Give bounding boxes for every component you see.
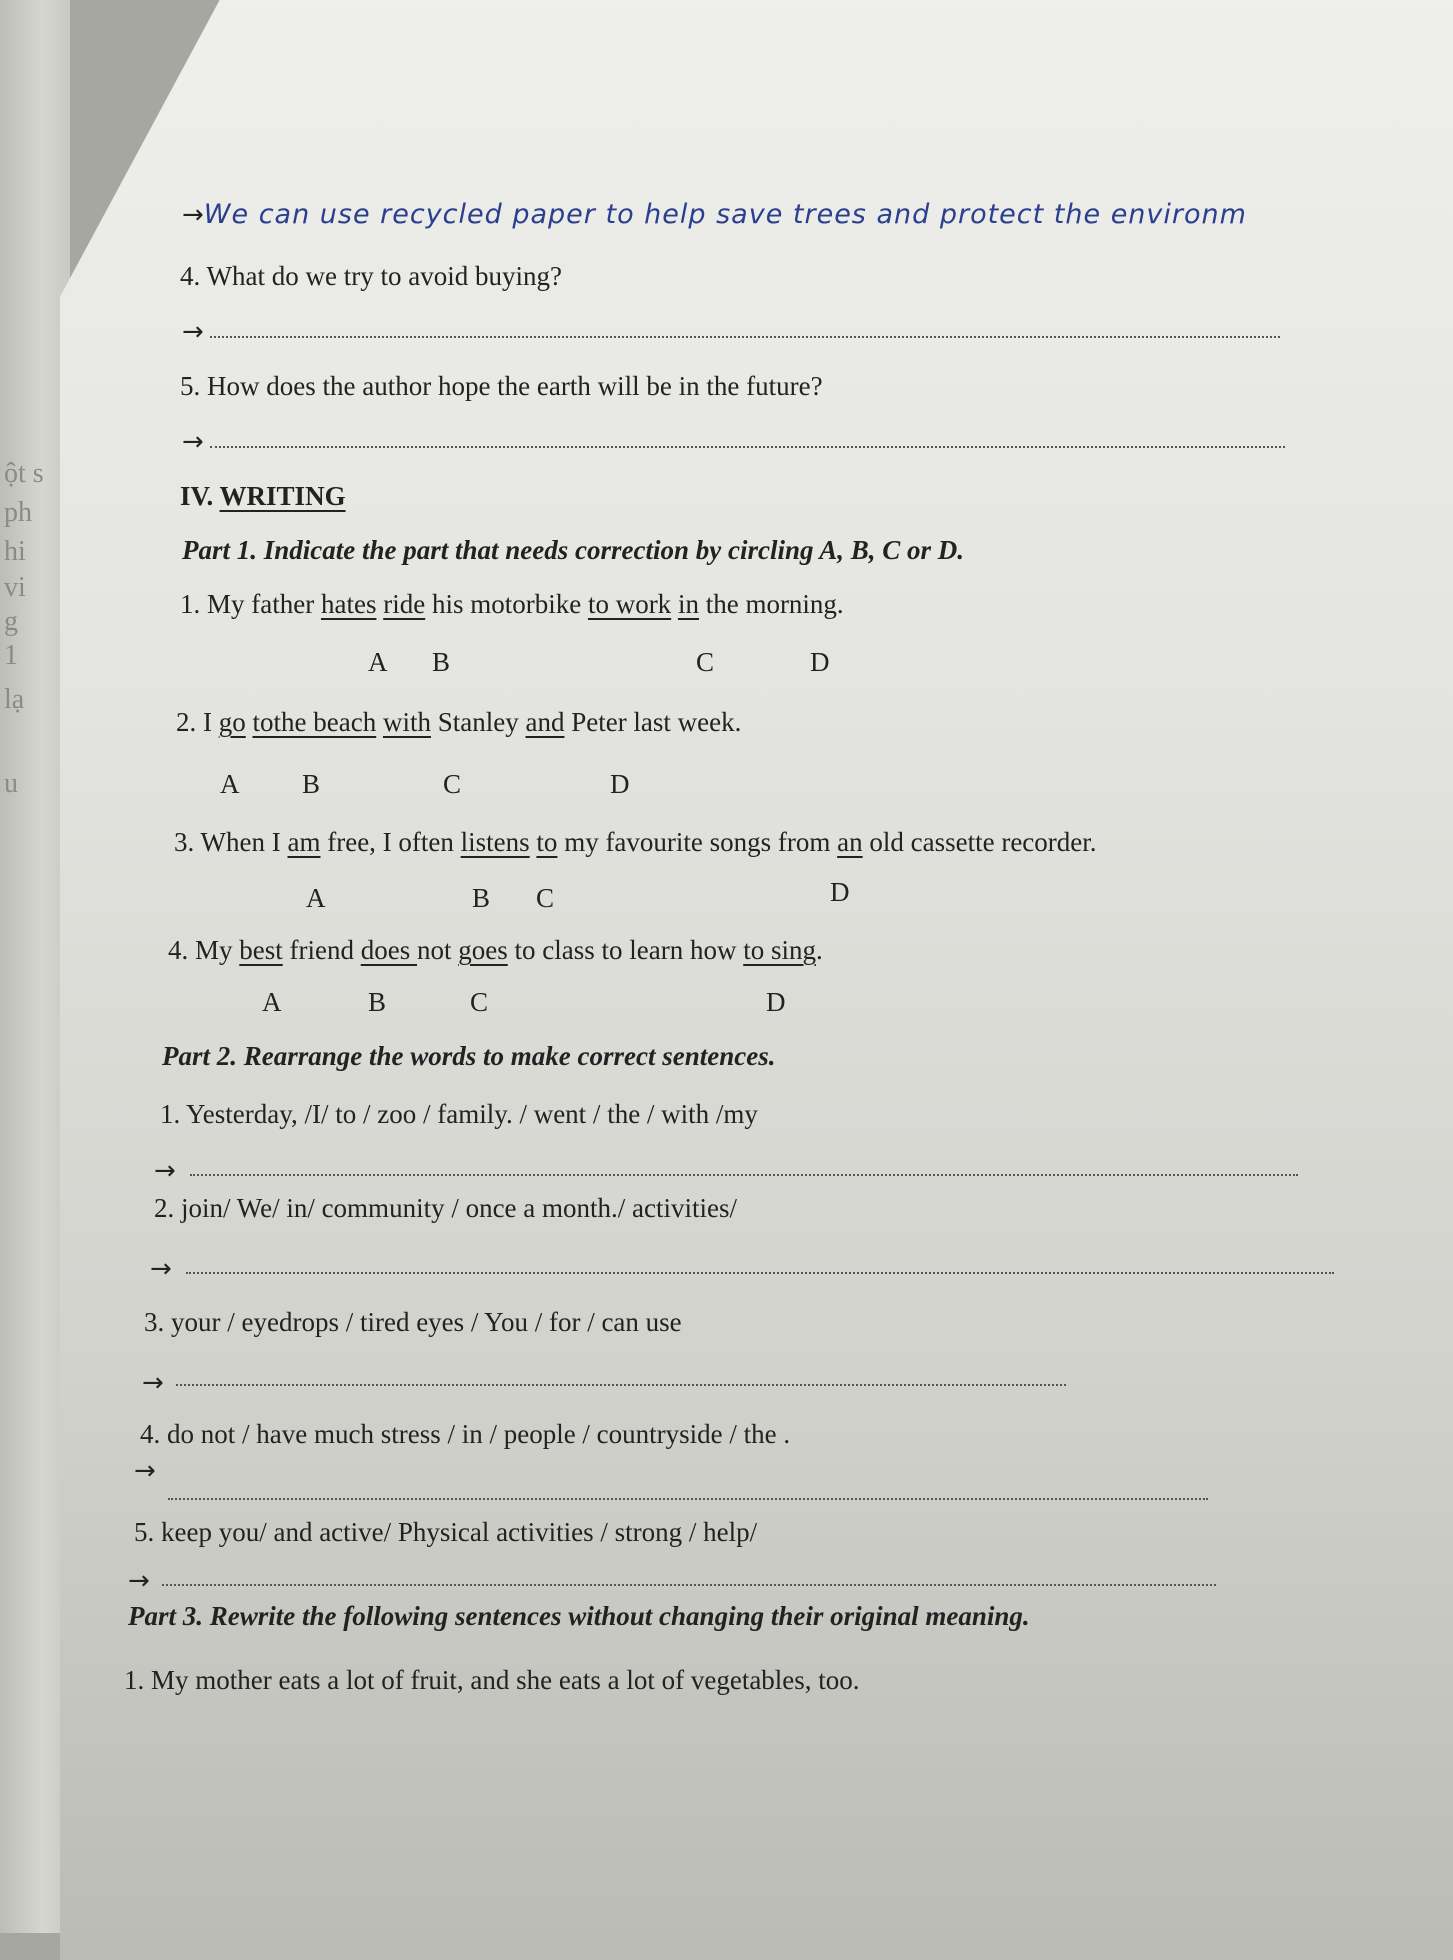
option-a-letter[interactable]: A bbox=[262, 987, 282, 1017]
part1-item-2 bbox=[176, 706, 741, 738]
margin-fragment: vi bbox=[4, 572, 26, 603]
arrow-icon: → bbox=[142, 1368, 164, 1398]
part2-title: Part 2. Rearrange the words to make correct sentences. bbox=[162, 1041, 776, 1071]
part2-item-1: 1. Yesterday, /I/ to / zoo / family. / went / the / with /my bbox=[160, 1099, 758, 1129]
text-seg bbox=[246, 707, 253, 737]
option-d-text: and bbox=[525, 707, 565, 737]
answer-line bbox=[142, 1366, 164, 1399]
answer-line-4 bbox=[182, 315, 204, 348]
part3-item-1: 1. My mother eats a lot of fruit, and she eats a lot of vegetables, too. bbox=[124, 1665, 860, 1695]
text-seg bbox=[376, 707, 383, 737]
option-d-text: an bbox=[837, 827, 863, 857]
answer-line-5 bbox=[182, 425, 204, 458]
section-title: WRITING bbox=[219, 481, 346, 511]
answer-blank-5[interactable] bbox=[210, 446, 1285, 448]
option-c-letter[interactable]: C bbox=[470, 987, 489, 1017]
answer-line bbox=[134, 1454, 156, 1487]
margin-fragment: u bbox=[4, 768, 18, 799]
answer-line bbox=[150, 1252, 172, 1285]
option-b-text: listens bbox=[460, 827, 530, 857]
answer-blank-4[interactable] bbox=[210, 336, 1280, 338]
text-seg: 1. My father bbox=[180, 589, 321, 619]
option-d-letter[interactable]: D bbox=[766, 987, 786, 1017]
text-seg: 4. My bbox=[168, 935, 240, 965]
option-b-text: tothe beach bbox=[252, 707, 377, 737]
answer-blank[interactable] bbox=[190, 1174, 1298, 1176]
text-seg: Peter last week. bbox=[564, 707, 742, 737]
previous-page-edge bbox=[0, 0, 70, 1933]
section-number: IV. bbox=[180, 481, 214, 511]
option-c-text: to bbox=[536, 827, 558, 857]
margin-fragment: ột s bbox=[4, 458, 44, 489]
arrow-icon: → bbox=[154, 1156, 176, 1186]
option-b-text: does bbox=[360, 935, 417, 965]
option-b-letter[interactable]: B bbox=[302, 769, 321, 799]
option-b-letter[interactable]: B bbox=[472, 883, 491, 913]
option-c-letter[interactable]: C bbox=[696, 647, 715, 677]
text-seg: old cassette recorder. bbox=[862, 827, 1097, 857]
margin-fragment: lạ bbox=[4, 684, 25, 715]
text-seg: free, I often bbox=[320, 827, 461, 857]
option-b-text: ride bbox=[383, 589, 426, 619]
option-a-text: go bbox=[218, 707, 246, 737]
option-c-text: with bbox=[382, 707, 431, 737]
option-c-text: goes bbox=[458, 935, 508, 965]
question-4: 4. What do we try to avoid buying? bbox=[180, 261, 562, 291]
option-a-text: am bbox=[287, 827, 321, 857]
part3-title: Part 3. Rewrite the following sentences without changing their original meaning. bbox=[128, 1601, 1030, 1631]
option-c-letter[interactable]: C bbox=[443, 769, 462, 799]
part2-item-3: 3. your / eyedrops / tired eyes / You / for / can use bbox=[144, 1307, 682, 1337]
option-b-letter[interactable]: B bbox=[368, 987, 387, 1017]
part2-item-5: 5. keep you/ and active/ Physical activities / strong / help/ bbox=[134, 1517, 758, 1547]
part1-item-4 bbox=[168, 934, 823, 966]
answer-line-3 bbox=[182, 198, 1247, 231]
text-seg bbox=[671, 589, 678, 619]
text-seg: not bbox=[416, 935, 459, 965]
arrow-icon: → bbox=[128, 1566, 150, 1596]
answer-line bbox=[128, 1564, 150, 1597]
option-c-letter[interactable]: C bbox=[536, 883, 555, 913]
option-d-text: to sing bbox=[743, 935, 816, 965]
part1-title: Part 1. Indicate the part that needs correction by circling A, B, C or D. bbox=[182, 535, 965, 565]
text-seg: 2. I bbox=[176, 707, 219, 737]
answer-blank[interactable] bbox=[168, 1498, 1208, 1500]
arrow-icon: → bbox=[150, 1254, 172, 1284]
text-seg: to class to learn how bbox=[507, 935, 744, 965]
option-a-letter[interactable]: A bbox=[220, 769, 240, 799]
text-seg: his motorbike bbox=[425, 589, 588, 619]
option-a-letter[interactable]: A bbox=[368, 647, 388, 677]
arrow-icon: → bbox=[182, 427, 204, 457]
answer-blank[interactable] bbox=[162, 1584, 1216, 1586]
text-seg: 3. When I bbox=[174, 827, 288, 857]
text-seg: my favourite songs from bbox=[557, 827, 838, 857]
answer-line bbox=[154, 1154, 176, 1187]
part2-item-4: 4. do not / have much stress / in / people / countryside / the . bbox=[140, 1419, 791, 1449]
arrow-icon: → bbox=[134, 1456, 156, 1486]
text-seg: friend bbox=[282, 935, 361, 965]
section-heading bbox=[180, 480, 346, 512]
option-a-text: hates bbox=[320, 589, 377, 619]
option-a-letter[interactable]: A bbox=[306, 883, 326, 913]
arrow-icon: → bbox=[182, 317, 204, 347]
question-5: 5. How does the author hope the earth will be in the future? bbox=[180, 371, 823, 401]
option-c-text: to work bbox=[587, 589, 672, 619]
option-d-letter[interactable]: D bbox=[610, 769, 630, 799]
arrow-icon: → bbox=[182, 200, 204, 230]
option-d-text: in bbox=[677, 589, 699, 619]
answer-blank[interactable] bbox=[176, 1384, 1066, 1386]
option-b-letter[interactable]: B bbox=[432, 647, 451, 677]
margin-fragment: hi bbox=[4, 536, 26, 567]
answer-blank[interactable] bbox=[186, 1272, 1334, 1274]
text-seg: the morning. bbox=[698, 589, 844, 619]
part2-item-2: 2. join/ We/ in/ community / once a month./ activities/ bbox=[154, 1193, 737, 1223]
part1-item-3 bbox=[174, 826, 1097, 858]
option-d-letter[interactable]: D bbox=[810, 647, 830, 677]
margin-fragment: 1 bbox=[4, 640, 18, 671]
option-a-text: best bbox=[239, 935, 283, 965]
handwritten-answer: We can use recycled paper to help save trees and protect the environm bbox=[203, 199, 1247, 230]
option-d-letter[interactable]: D bbox=[830, 877, 850, 907]
margin-fragment: ph bbox=[4, 497, 32, 528]
text-seg: . bbox=[815, 935, 823, 965]
part1-item-1 bbox=[180, 588, 844, 620]
margin-fragment: g bbox=[4, 606, 18, 637]
text-seg: Stanley bbox=[430, 707, 526, 737]
